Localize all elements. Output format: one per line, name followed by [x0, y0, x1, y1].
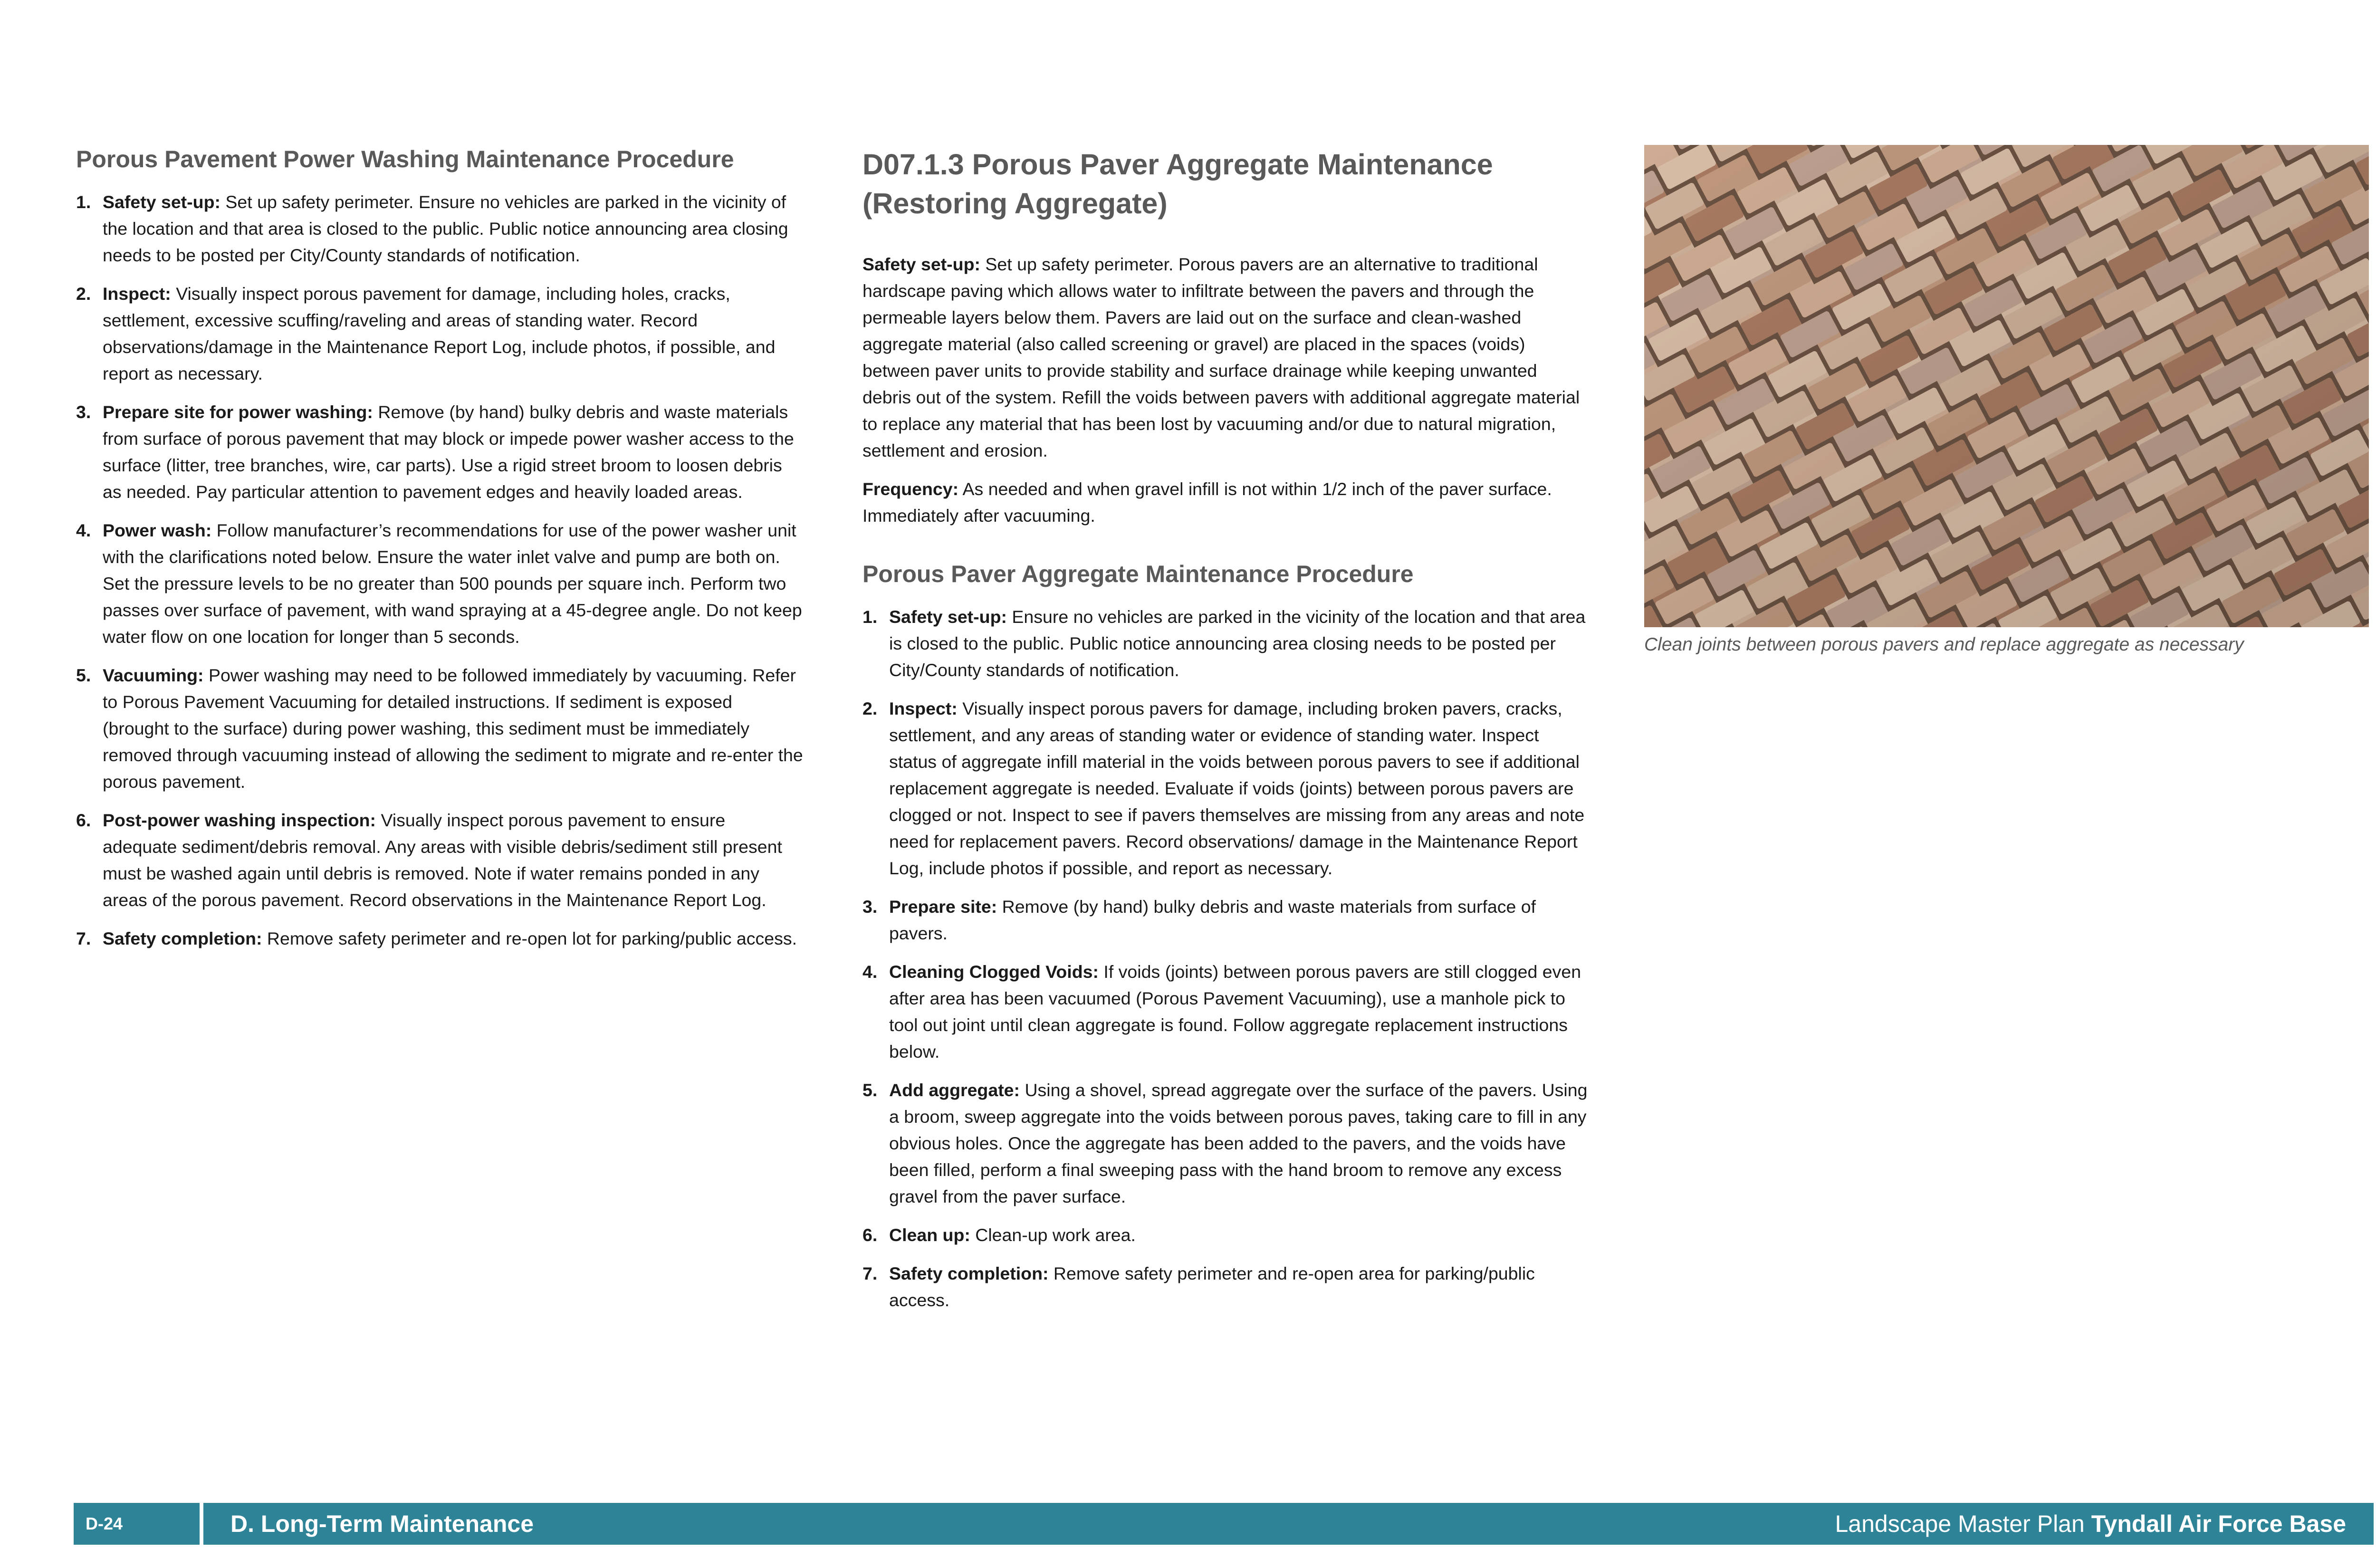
right-column: [1644, 145, 2369, 657]
aggregate-procedure-heading: Porous Paver Aggregate Maintenance Procedure: [862, 560, 1414, 587]
footer-bar: [74, 1503, 2374, 1545]
power-washing-heading: Porous Pavement Power Washing Maintenance Procedure: [76, 146, 734, 172]
intro-paragraph: Safety set-up: Set up safety perimeter. Porous pavers are an alternative to traditional hardscape paving which allows water to infiltrate between the pavers and through the permeable layers below them. Pavers are laid out on the surface and clean-washed aggregate material (also called screening or gravel) are placed in the spaces (voids) between paver units to provide stability and surface drainage while keeping unwanted debris out of the system. Refill the voids between pavers with additional aggregate material to replace any material that has been lost by vacuuming and/or due to natural migration, settlement and erosion.: [862, 254, 1580, 460]
middle-column: [862, 145, 1590, 1325]
power-washing-steps: [76, 189, 803, 952]
list-item: 2. Inspect: Visually inspect porous pavement for damage, including holes, cracks, settlement, excessive scuffing/raveling and areas of standing water. Record observations/damage in the Maintenance Report Log, include photos, if possible, and report as necessary.: [76, 284, 776, 383]
footer-divider: [200, 1503, 203, 1545]
list-item: 7. Safety completion: Remove safety perimeter and re-open area for parking/public access.: [862, 1263, 1535, 1310]
document-title: Landscape Master Plan Tyndall Air Force Base: [1835, 1511, 2346, 1537]
list-item: 5. Vacuuming: Power washing may need to be followed immediately by vacuuming. Refer to Porous Pavement Vacuuming for detailed instructions. If sediment is exposed (brought to the surface) during power washing, this sediment must be immediately removed through vacuuming instead of allowing the sediment to migrate and re-enter the porous pavement.: [76, 665, 803, 792]
list-item: 1. Safety set-up: Ensure no vehicles are parked in the vicinity of the location and that area is closed to the public. Public notice announcing area closing needs to be posted per City/County standards of notification.: [862, 606, 1586, 680]
list-item: 4. Cleaning Clogged Voids: If voids (joints) between porous pavers are still clogged even after area has been vacuumed (Porous Pavement Vacuuming), use a manhole pick to tool out joint until clean aggregate is found. Follow aggregate replacement instructions below.: [862, 961, 1581, 1061]
list-item: 6. Post-power washing inspection: Visually inspect porous pavement to ensure adequate sediment/debris removal. Any areas with visible debris/sediment still present must be washed again until debris is removed. Note if water remains ponded in any areas of the porous pavement. Record observations in the Maintenance Report Log.: [76, 810, 782, 910]
list-item: 6. Clean up: Clean-up work area.: [862, 1224, 1136, 1245]
section-heading: D07.1.3 Porous Paver Aggregate Maintenance (Restoring Aggregate): [862, 148, 1493, 220]
paver-photo: [1644, 145, 2369, 627]
left-column: [76, 145, 803, 964]
list-item: 3. Prepare site: Remove (by hand) bulky debris and waste materials from surface of pavers.: [862, 896, 1536, 943]
aggregate-steps: [862, 603, 1590, 1313]
page-number: D-24: [86, 1514, 123, 1533]
photo-caption: Clean joints between porous pavers and replace aggregate as necessary: [1644, 634, 2244, 655]
list-item: 7. Safety completion: Remove safety perimeter and re-open lot for parking/public access.: [76, 928, 797, 948]
list-item: 1. Safety set-up: Set up safety perimeter. Ensure no vehicles are parked in the vicinity of the location and that area is closed to the public. Public notice announcing area closing needs to be posted per City/County standards of notification.: [76, 192, 788, 265]
list-item: 2. Inspect: Visually inspect porous pavers for damage, including broken pavers, cracks, settlement, and any areas of standing water or evidence of standing water. Inspect status of aggregate infill material in the voids between porous pavers to see if additional replacement aggregate is needed. Evaluate if voids (joints) between porous pavers are clogged or not. Inspect to see if pavers themselves are missing from any areas and note need for replacement pavers. Record observations/ damage in the Maintenance Report Log, include photos if possible, and report as necessary.: [862, 698, 1585, 878]
list-item: 3. Prepare site for power washing: Remove (by hand) bulky debris and waste materials from surface of porous pavement that may block or impede power washer access to the surface (litter, tree branches, wire, car parts). Use a rigid street broom to loosen debris as needed. Pay particular attention to pavement edges and heavily loaded areas.: [76, 402, 794, 502]
list-item: 5. Add aggregate: Using a shovel, spread aggregate over the surface of the pavers. Using a broom, sweep aggregate into the voids between porous paves, taking care to fill in any obvious holes. Once the aggregate has been added to the pavers, and the voids have been filled, perform a final sweeping pass with the hand broom to remove any excess gravel from the paver surface.: [862, 1080, 1588, 1206]
frequency-paragraph: Frequency: As needed and when gravel infill is not within 1/2 inch of the paver surface. Immediately after vacuuming.: [862, 478, 1552, 526]
list-item: 4. Power wash: Follow manufacturer’s recommendations for use of the power washer unit with the clarifications noted below. Ensure the water inlet valve and pump are both on. Set the pressure levels to be no greater than 500 pounds per square inch. Perform two passes over surface of pavement, with wand spraying at a 45-degree angle. Do not keep water flow on one location for longer than 5 seconds.: [76, 520, 802, 647]
section-title: D. Long-Term Maintenance: [230, 1511, 534, 1537]
